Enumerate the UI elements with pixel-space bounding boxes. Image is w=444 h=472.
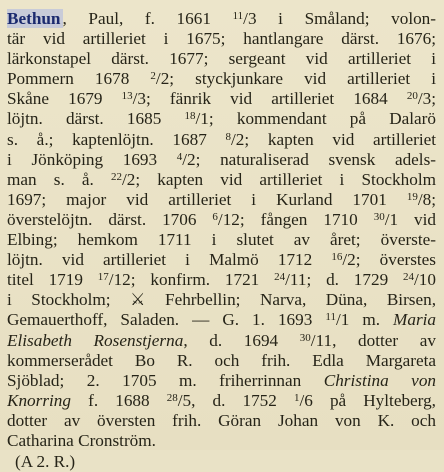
- text-segment: Skåne 1679: [7, 89, 122, 109]
- entry-line: [7, 130, 436, 150]
- superscript-day: 8: [225, 130, 231, 143]
- entry-line: [7, 310, 436, 330]
- text-segment: man s. å.: [7, 169, 111, 189]
- text-segment: Sjöblad; 2. 1705 m. friherrinnan: [7, 370, 324, 390]
- text-segment: i Stockholm; ⚔ Fehrbellin; Narva, Düna, Birsen,: [7, 290, 436, 310]
- entry-line: [7, 270, 436, 290]
- entry-line: [7, 49, 436, 69]
- entry-line: [7, 69, 436, 89]
- text-segment: /10: [414, 270, 436, 290]
- entry-line: [7, 190, 436, 210]
- entry-line: [7, 250, 436, 270]
- entry-line: [7, 411, 436, 431]
- text-segment: Gemauerthoff, Saladen. — G. 1. 1693: [7, 310, 326, 330]
- superscript-day: 11: [232, 10, 244, 22]
- entry-line: [7, 230, 436, 250]
- superscript-day: 30: [299, 331, 311, 344]
- text-segment: /2; styckjunkare vid artilleriet i: [155, 69, 436, 89]
- text-segment: /2; naturaliserad svensk adels-: [182, 149, 436, 169]
- text-segment: /8;: [417, 189, 436, 209]
- text-segment: /1; kommendant på Dalarö: [195, 109, 436, 129]
- superscript-day: 4: [176, 150, 183, 163]
- superscript-day: 1: [293, 391, 300, 404]
- text-segment: /2; överstes: [342, 250, 436, 270]
- entry-line: [7, 391, 436, 411]
- superscript-day: 2: [150, 70, 156, 83]
- biographical-entry: [7, 9, 436, 451]
- text-segment: /12; konfirm. 1721: [108, 270, 275, 290]
- text-segment: f. 1688: [71, 390, 167, 410]
- entry-line: [7, 9, 436, 29]
- text-segment: /3;: [417, 89, 436, 109]
- entry-line: [7, 170, 436, 190]
- text-segment: dotter av översten frih. Göran Johan von K. och: [7, 410, 436, 430]
- entry-line: [7, 150, 436, 170]
- italic-name: Elisabeth Rosenstjerna: [7, 330, 184, 350]
- superscript-day: 24: [403, 271, 415, 284]
- superscript-day: 6: [212, 210, 218, 223]
- text-segment: /12; fången 1710: [217, 209, 374, 229]
- text-segment: 1697; major vid artilleriet i Kurland 1701: [7, 189, 407, 209]
- entry-line: [7, 109, 436, 129]
- superscript-day: 13: [121, 90, 133, 103]
- superscript-day: 24: [274, 271, 286, 284]
- entry-line: [7, 89, 436, 109]
- text-segment: /5, d. 1752: [177, 390, 294, 410]
- italic-name: Maria: [393, 310, 436, 330]
- italic-name: Christina von: [323, 370, 436, 390]
- entry-line: [7, 290, 436, 310]
- superscript-day: 20: [406, 90, 418, 103]
- text-segment: /3 i Småland; volon-: [243, 9, 436, 28]
- entry-line: [7, 210, 436, 230]
- text-segment: , Paul, f. 1661: [62, 9, 233, 28]
- text-segment: kommerserådet Bo R. och frih. Edla Margareta: [7, 350, 436, 370]
- entry-line: [7, 371, 436, 391]
- text-segment: /1 m.: [335, 310, 394, 330]
- superscript-day: 30: [373, 210, 385, 223]
- text-segment: /3; fänrik vid artilleriet 1684: [132, 89, 407, 109]
- reference-note: (A 2. R.): [15, 452, 76, 472]
- text-segment: löjtn. vid artilleriet i Malmö 1712: [7, 250, 332, 270]
- text-segment: , d. 1694: [183, 330, 300, 350]
- text-segment: överstelöjtn. därst. 1706: [7, 209, 213, 229]
- superscript-day: 22: [111, 170, 122, 183]
- text-segment: tär vid artilleriet i 1675; hantlangare därst. 1676;: [7, 29, 436, 49]
- superscript-day: 28: [166, 391, 178, 404]
- text-segment: löjtn. därst. 1685: [7, 109, 185, 129]
- superscript-day: 17: [97, 271, 109, 284]
- entry-line: [7, 351, 436, 371]
- text-segment: Elbing; hemkom 1711 i slutet av året; överste-: [7, 230, 436, 250]
- text-segment: Pommern 1678: [7, 69, 151, 89]
- entry-line: [7, 29, 436, 49]
- text-segment: i Jönköping 1693: [7, 149, 177, 169]
- text-segment: titel 1719: [7, 270, 98, 290]
- text-segment: /6 på Hylteberg,: [299, 390, 436, 410]
- text-segment: Catharina Cronström.: [7, 430, 156, 450]
- superscript-day: 16: [331, 251, 343, 264]
- superscript-day: 11: [325, 311, 336, 324]
- text-segment: /11; d. 1729: [285, 270, 404, 290]
- superscript-day: 19: [406, 190, 418, 203]
- text-segment: /1 vid: [384, 209, 436, 229]
- text-segment: /11, dotter av: [310, 330, 436, 350]
- text-segment: lärkonstapel därst. 1677; sergeant vid artilleriet i: [7, 49, 436, 69]
- text-segment: /2; kapten vid artilleriet: [231, 129, 436, 149]
- entry-line: [7, 331, 436, 351]
- headword: Bethun: [7, 9, 61, 28]
- text-segment: /2; kapten vid artilleriet i Stockholm: [122, 169, 436, 189]
- text-segment: s. å.; kaptenlöjtn. 1687: [7, 129, 226, 149]
- superscript-day: 18: [184, 110, 196, 123]
- entry-line: [7, 431, 436, 451]
- italic-name: Knorring: [7, 390, 71, 410]
